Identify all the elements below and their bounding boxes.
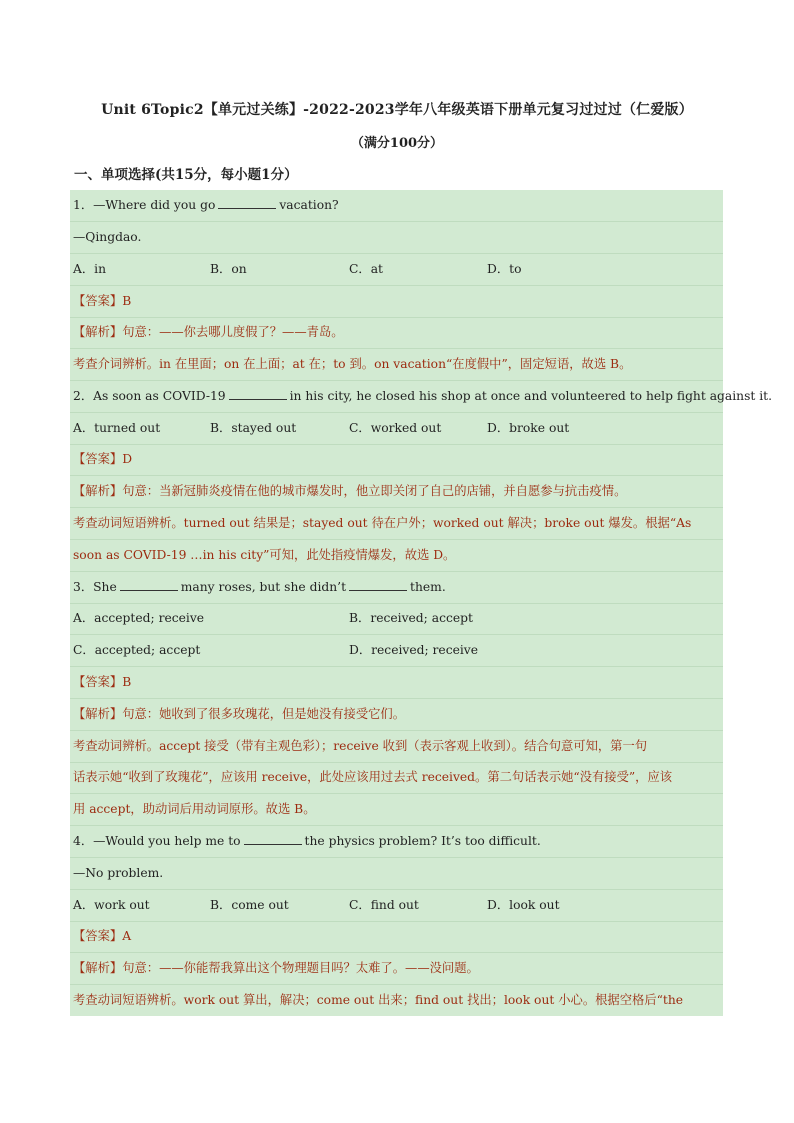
q1-options bbox=[70, 254, 723, 286]
answer-blank bbox=[120, 579, 178, 591]
q1-analysis-line: 【解析】句意：——你去哪儿度假了？——青岛。 bbox=[70, 317, 723, 349]
q2-options bbox=[70, 413, 723, 445]
page-subtitle: （满分100分） bbox=[350, 136, 444, 151]
q4-answer: 【答案】A bbox=[70, 921, 723, 953]
answer-blank bbox=[229, 388, 287, 400]
q3-option-b: B．received; accept bbox=[349, 611, 473, 625]
q4-option-a: A．work out bbox=[73, 898, 150, 912]
q2-option-c: C．worked out bbox=[349, 421, 442, 435]
q3-option-d: D．received; receive bbox=[349, 643, 479, 657]
q2-answer: 【答案】D bbox=[70, 444, 723, 476]
q3-option-c: C．accepted; accept bbox=[73, 643, 201, 657]
q1-option-d: D．to bbox=[487, 262, 522, 276]
q3-answer: 【答案】B bbox=[70, 667, 723, 699]
section-heading: 一、单项选择(共15分，每小题1分） bbox=[74, 167, 298, 183]
q2-option-a: A．turned out bbox=[73, 421, 161, 435]
q1-option-c: C．at bbox=[349, 262, 383, 276]
q2-option-d: D．broke out bbox=[487, 421, 570, 435]
q2-analysis-line: 【解析】句意：当新冠肺炎疫情在他的城市爆发时，他立即关闭了自己的店铺，并自愿参与抗击疫情。 bbox=[70, 476, 723, 508]
q1-option-b: B．on bbox=[210, 262, 247, 276]
q3-stem: 3．She many roses, but she didn’t them. bbox=[70, 572, 723, 604]
q4-option-d: D．look out bbox=[487, 898, 560, 912]
q1-option-a: A．in bbox=[73, 262, 107, 276]
answer-blank bbox=[244, 833, 302, 845]
q3-option-a: A．accepted; receive bbox=[73, 611, 205, 625]
q2-stem: 2．As soon as COVID-19 in his city, he closed his shop at once and volunteered to help fight against it. bbox=[70, 381, 723, 413]
q4-options bbox=[70, 890, 723, 922]
q4-reply: —No problem. bbox=[70, 858, 723, 890]
q4-analysis-line: 【解析】句意：——你能帮我算出这个物理题目吗？太难了。——没问题。 bbox=[70, 953, 723, 985]
page-title: Unit 6Topic2【单元过关练】-2022-2023学年八年级英语下册单元复习过过过（仁爱版） bbox=[101, 102, 693, 118]
q1-answer: 【答案】B bbox=[70, 286, 723, 318]
q4-option-b: B．come out bbox=[210, 898, 289, 912]
answer-blank bbox=[218, 197, 276, 209]
q3-analysis-line: 话表示她“收到了玫瑰花”，应该用 receive，此处应该用过去式 received。第二句话表示她“没有接受”，应该 bbox=[70, 762, 723, 794]
q3-options-row1 bbox=[70, 603, 723, 635]
q4-stem: 4．—Would you help me to the physics problem? It’s too difficult. bbox=[70, 826, 723, 858]
q1-reply: —Qingdao. bbox=[70, 222, 723, 254]
q3-analysis-line: 用 accept，助动词后用动词原形。故选 B。 bbox=[70, 794, 723, 826]
q1-stem: 1．—Where did you go vacation? bbox=[70, 190, 723, 222]
q3-options-row2 bbox=[70, 635, 723, 667]
q2-option-b: B．stayed out bbox=[210, 421, 297, 435]
q3-analysis-line: 考查动词辨析。accept 接受（带有主观色彩）；receive 收到（表示客观上收到）。结合句意可知，第一句 bbox=[70, 731, 723, 763]
q1-analysis-line: 考查介词辨析。in 在里面；on 在上面；at 在；to 到。on vacation“在度假中”，固定短语，故选 B。 bbox=[70, 349, 723, 381]
q3-analysis-line: 【解析】句意：她收到了很多玫瑰花，但是她没有接受它们。 bbox=[70, 699, 723, 731]
q2-analysis-line: 考查动词短语辨析。turned out 结果是；stayed out 待在户外；worked out 解决；broke out 爆发。根据“As bbox=[70, 508, 723, 540]
q4-analysis-line: 考查动词短语辨析。work out 算出，解决；come out 出来；find out 找出；look out 小心。根据空格后“the bbox=[73, 993, 684, 1007]
q2-analysis-line: soon as COVID-19 …in his city”可知，此处指疫情爆发，故选 D。 bbox=[70, 540, 723, 572]
q4-option-c: C．find out bbox=[349, 898, 419, 912]
answer-blank bbox=[349, 579, 407, 591]
